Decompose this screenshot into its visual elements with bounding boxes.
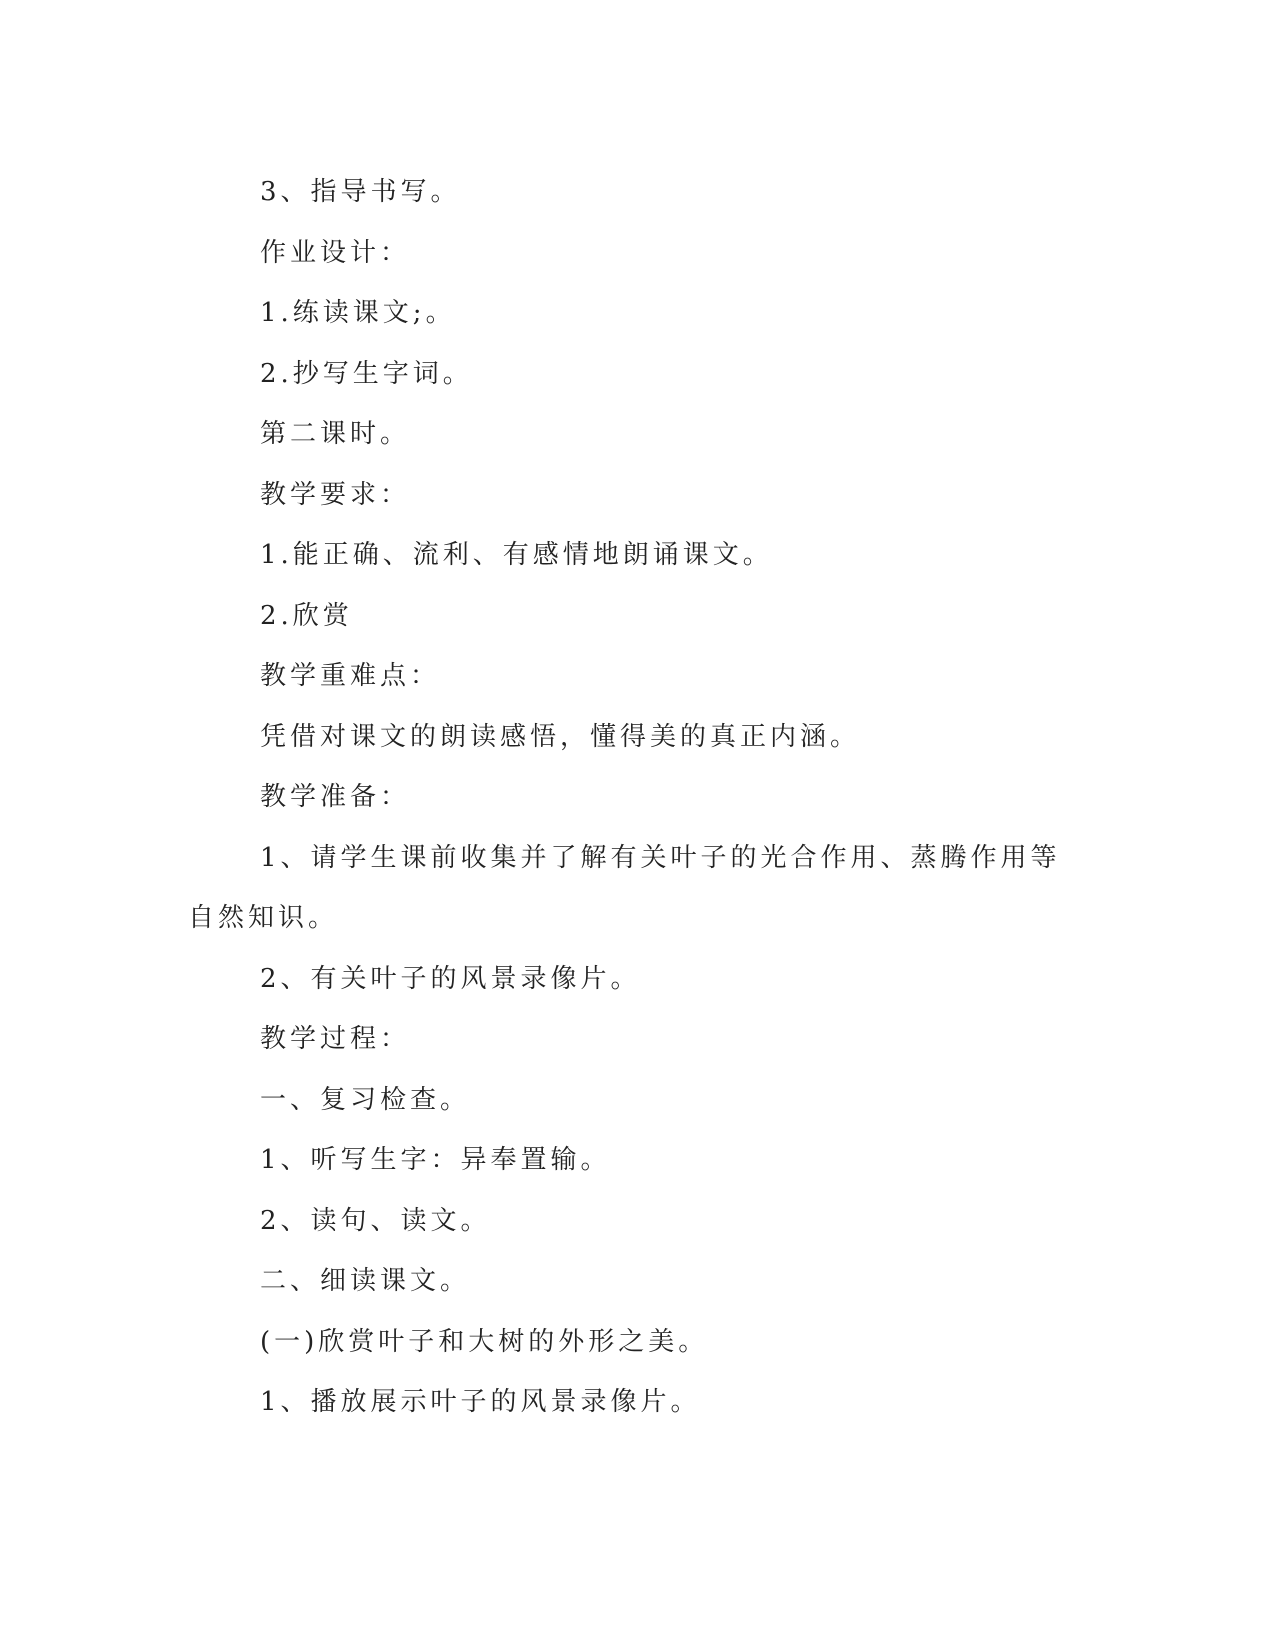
paragraph-close-reading: 二、细读课文。: [260, 1266, 471, 1296]
paragraph-requirement-1: 1.能正确、流利、有感情地朗诵课文。: [260, 540, 773, 570]
paragraph-teaching-requirements: 教学要求：: [260, 479, 411, 510]
paragraph-dictation: 1、听写生字：异奉置输。: [260, 1145, 611, 1175]
paragraph-guide-writing: 3、指导书写。: [260, 177, 461, 207]
document-body: [188, 162, 1068, 1433]
paragraph-preparation-2: 2、有关叶子的风景录像片。: [260, 963, 641, 994]
paragraph-appreciate: (一)欣赏叶子和大树的外形之美。: [260, 1326, 709, 1357]
paragraph-homework-2: 2.抄写生字词。: [260, 358, 473, 389]
paragraph-second-lesson: 第二课时。: [260, 419, 411, 449]
paragraph-key-points: 凭借对课文的朗读感悟，懂得美的真正内涵。: [260, 721, 861, 752]
paragraph-process-heading: 教学过程：: [260, 1024, 411, 1054]
paragraph-key-points-heading: 教学重难点：: [260, 661, 441, 691]
paragraph-preparation-heading: 教学准备：: [260, 782, 411, 812]
paragraph-homework-heading: 作业设计：: [260, 237, 411, 268]
paragraph-reading: 2、读句、读文。: [260, 1205, 491, 1236]
paragraph-requirement-2: 2.欣赏: [260, 600, 353, 631]
paragraph-review: 一、复习检查。: [260, 1084, 471, 1115]
paragraph-play-video: 1、播放展示叶子的风景录像片。: [260, 1387, 701, 1417]
paragraph-preparation-1: 1、请学生课前收集并了解有关叶子的光合作用、蒸腾作用等自然知识。: [188, 842, 1061, 933]
paragraph-homework-1: 1.练读课文;。: [260, 298, 456, 328]
